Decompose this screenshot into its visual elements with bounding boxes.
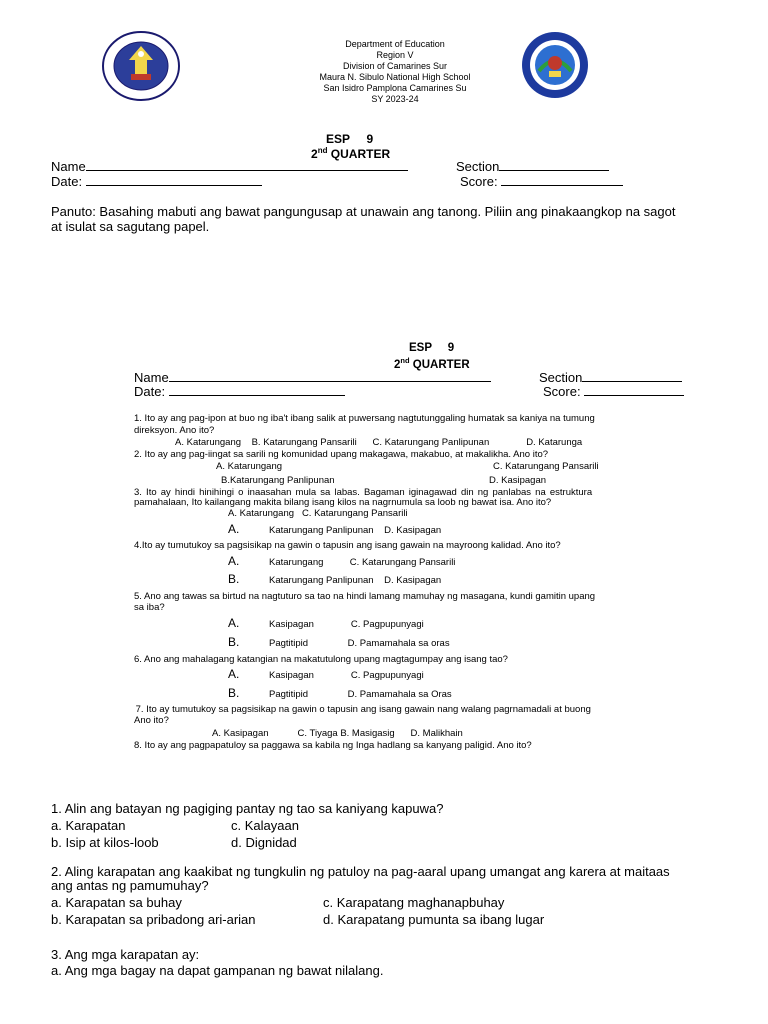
inner-quarter-word: QUARTER <box>409 358 470 371</box>
inner-date-field <box>134 384 345 399</box>
section-field <box>456 159 609 174</box>
inner-q5-line-1: 5. Ano ang tawas sa birtud na nagtuturo sa tao na hindi lamang mamuhay ng masagana, kundi gamitin upang <box>134 591 596 602</box>
header-line: Department of Education <box>345 39 445 49</box>
inner-q6-letter-b: B. <box>228 686 240 700</box>
deped-seal-icon <box>101 30 181 102</box>
inner-section-label: Section <box>539 370 583 385</box>
q3-choice-a: a. Ang mga bagay na dapat gampanan ng bawat nilalang. <box>51 963 384 978</box>
inner-quarter-suffix: nd <box>400 356 410 365</box>
q2-line-1: 2. Aling karapatan ang kaakibat ng tungkulin ng patuloy na pag-aaral upang umangat ang karera at maitaas <box>51 864 670 879</box>
name-label: Name <box>51 159 86 174</box>
school-header <box>260 39 530 105</box>
q2-choice-d: d. Karapatang pumunta sa ibang lugar <box>323 912 545 927</box>
inner-q8: 8. Ito ay ang pagpapatuloy sa paggawa sa kabila ng Inga hadlang sa kanyang paligid. Ano ito? <box>134 740 532 751</box>
school-seal-icon <box>521 31 589 99</box>
inner-q2-d: D. Kasipagan <box>489 475 547 486</box>
name-line[interactable] <box>86 160 408 171</box>
quarter-suffix: nd <box>317 146 328 155</box>
header-line: Division of Camarines Sur <box>342 61 448 71</box>
inner-section-line[interactable] <box>582 371 682 382</box>
inner-q5-letter-a: A. <box>228 616 240 630</box>
q2-choice-b: b. Karapatan sa pribadong ari-arian <box>51 912 256 927</box>
score-line[interactable] <box>501 175 623 186</box>
q2-choice-a: a. Karapatan sa buhay <box>51 895 182 910</box>
inner-date-label: Date: <box>134 384 166 399</box>
inner-name-field <box>134 370 491 385</box>
q1-choice-b: b. Isip at kilos-loob <box>51 835 159 850</box>
header-line: SY 2023-24 <box>371 94 419 104</box>
q1-choice-c: c. Kalayaan <box>231 818 299 833</box>
header-line: Region V <box>376 50 414 60</box>
name-field <box>51 159 408 174</box>
inner-score-label: Score: <box>543 384 581 399</box>
q2-line-2: ang antas ng pamumuhay? <box>51 878 209 893</box>
inner-section-field <box>539 370 682 385</box>
inner-quarter-number: 2 <box>394 358 401 371</box>
q1-choice-d: d. Dignidad <box>231 835 297 850</box>
header-line: Maura N. Sibulo National High School <box>319 72 471 82</box>
inner-q5-choice-a: Kasipagan C. Pagpupunyagi <box>269 619 424 630</box>
q1-choice-a: a. Karapatan <box>51 818 126 833</box>
header-line: San Isidro Pamplona Camarines Su <box>323 83 467 93</box>
date-field <box>51 174 262 189</box>
inner-q4-choice-a: Katarungang C. Katarungang Pansarili <box>269 557 456 568</box>
inner-name-line[interactable] <box>169 371 491 382</box>
inner-q6: 6. Ano ang mahalagang katangian na makatutulong upang magtagumpay ang isang tao? <box>134 654 508 665</box>
score-field <box>460 174 623 189</box>
inner-q2-a: A. Katarungang <box>216 461 283 472</box>
inner-q3-choice-2: Katarungang Panlipunan D. Kasipagan <box>269 525 442 536</box>
inner-score-field <box>543 384 684 399</box>
inner-q6-choice-a: Kasipagan C. Pagpupunyagi <box>269 670 424 681</box>
inner-q1-line-1: 1. Ito ay ang pag-ipon at buo ng iba't ibang salik at puwersang nagtutunggaling humatak sa kaniya na tumung <box>134 413 595 424</box>
instructions-line-1: Panuto: Basahing mabuti ang bawat pangungusap at unawain ang tanong. Piliin ang pinakaangkop na sagot <box>51 204 676 219</box>
inner-q2: 2. Ito ay ang pag-iingat sa sarili ng komunidad upang makagawa, makabuo, at makalikha. Ano ito? <box>134 449 549 460</box>
quarter-number: 2 <box>311 147 318 161</box>
score-label: Score: <box>460 174 498 189</box>
q3-text: 3. Ang mga karapatan ay: <box>51 947 200 962</box>
inner-q3-letter: A. <box>228 522 240 536</box>
inner-q5-choice-b: Pagtitipid D. Pamamahala sa oras <box>269 638 450 649</box>
inner-q5-letter-b: B. <box>228 635 240 649</box>
deped-seal <box>101 30 181 102</box>
q1-text: 1. Alin ang batayan ng pagiging pantay ng tao sa kaniyang kapuwa? <box>51 801 444 816</box>
inner-q2-c: C. Katarungang Pansarili <box>493 461 599 472</box>
date-line[interactable] <box>86 175 262 186</box>
section-line[interactable] <box>499 160 609 171</box>
subject-title: ESP 9 <box>326 132 374 146</box>
inner-q1-choices: A. Katarungang B. Katarungang Pansarili C. Katarungang Panlipunan D. Katarunga <box>175 437 583 448</box>
inner-q1-line-2: direksyon. Ano ito? <box>134 425 215 436</box>
inner-q7-line-2: Ano ito? <box>134 715 169 726</box>
q2-choice-c: c. Karapatang maghanapbuhay <box>323 895 505 910</box>
inner-q7-choices: A. Kasipagan C. Tiyaga B. Masigasig D. Malikhain <box>212 728 463 739</box>
inner-q4: 4.Ito ay tumutukoy sa pagsisikap na gawin o tapusin ang isang gawain na mayroong kalidad. Ano ito? <box>134 540 561 551</box>
inner-q6-letter-a: A. <box>228 667 240 681</box>
inner-q4-choice-b: Katarungang Panlipunan D. Kasipagan <box>269 575 442 586</box>
instructions-line-2: at isulat sa sagutang papel. <box>51 219 210 234</box>
inner-q4-letter-a: A. <box>228 554 240 568</box>
inner-q2-b: B.Katarungang Panlipunan <box>221 475 335 486</box>
inner-q3-line-2: pamahalaan, Ito kailangang makita bilang isang kilos na nagrnumula sa loob ng bawat isa. Ano ito? <box>134 497 552 508</box>
school-seal <box>521 31 589 99</box>
inner-q4-letter-b: B. <box>228 572 240 586</box>
inner-quarter-title <box>394 356 470 371</box>
inner-q7-line-1: 7. Ito ay tumutukoy sa pagsisikap na gawin o tapusin ang isang gawain nang walang pagrnamadali at buong <box>133 704 591 715</box>
inner-q3-line-1: 3. Ito ay hindi hinihingi o inaasahan mula sa labas. Bagaman iginagawad din ng panlabas na estruktura <box>134 487 593 498</box>
inner-name-label: Name <box>134 370 169 385</box>
inner-subject-title: ESP 9 <box>409 342 455 354</box>
inner-q5-line-2: sa iba? <box>134 602 165 613</box>
date-label: Date: <box>51 174 83 189</box>
inner-q3-choice-1: A. Katarungang C. Katarungang Pansarili <box>228 508 408 519</box>
quarter-word: QUARTER <box>327 147 391 161</box>
inner-date-line[interactable] <box>169 385 345 396</box>
section-label: Section <box>456 159 500 174</box>
inner-score-line[interactable] <box>584 385 684 396</box>
inner-q6-choice-b: Pagtitipid D. Pamamahala sa Oras <box>269 689 452 700</box>
